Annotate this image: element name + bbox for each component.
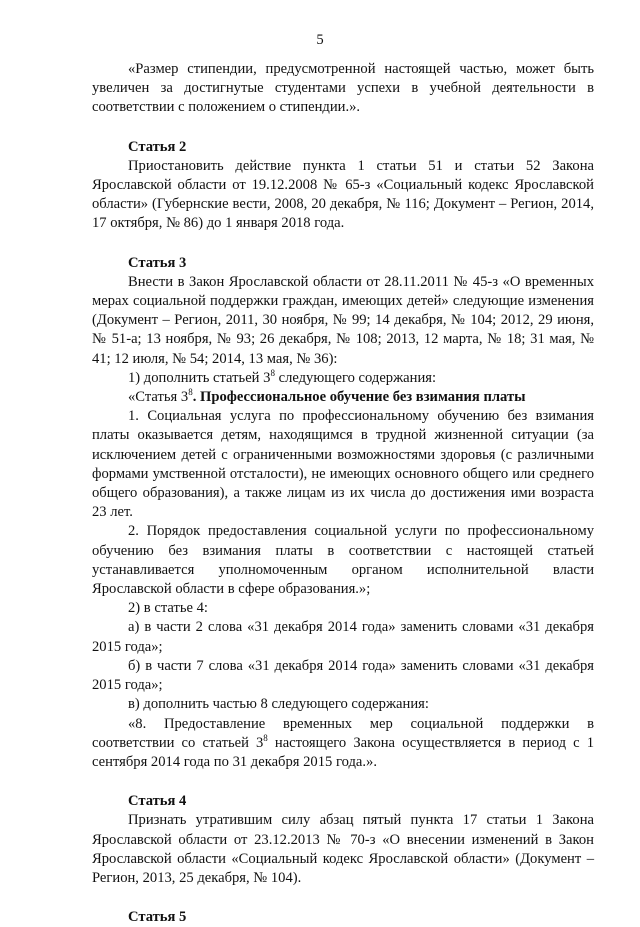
quote-paragraph: «Размер стипендии, предусмотренной настоящей частью, может быть увеличен за достигнутые студентами успехи в учебной деятельности в соответствии с положением о стипендии.».	[92, 61, 594, 116]
new-article-part-1: 1. Социальная услуга по профессиональному обучению без взимания платы оказывается детям, находящимся в трудной жизненной ситуации (за исключением детей с ограниченными возможностями здоровья (с различными формами умственной отсталости), не имеющих основного общего или среднего общего образования), а также лицам из их числа до достижения ими возраста 23 лет.	[92, 408, 594, 521]
article-2-text: Приостановить действие пункта 1 статьи 51 и статьи 52 Закона Ярославской области от 19.12.2008 № 65-з «Социальный кодекс Ярославской области» (Губернские вести, 2008, 20 декабря, № 116; Документ – Регион, 2014, 17 октября, № 86) до 1 января 2018 года.	[92, 157, 594, 232]
document-body	[92, 60, 594, 927]
part-8-text: «8. Предоставление временных мер социальной поддержки в соответствии со статьей $3^8$ настоящего Закона осуществляется в период с 1 сентября 2014 года по 31 декабря 2015 года.».	[92, 715, 594, 770]
article-4-text: Признать утратившим силу абзац пятый пункта 17 статьи 1 Закона Ярославской области от 23.12.2013 № 70-з «О внесении изменений в Закон Ярославской области «Социальный кодекс Ярославской области» (Документ – Регион, 2013, 25 декабря, № 104).	[92, 812, 594, 886]
article-3-item-2a: а) в части 2 слова «31 декабря 2014 года» заменить словами «31 декабря 2015 года»;	[92, 619, 594, 655]
article-3-heading: Статья 3	[128, 254, 187, 271]
new-article-title: «Статья $3^8$. Профессиональное обучение без взимания платы	[128, 387, 526, 406]
article-3-intro: Внести в Закон Ярославской области от 28.11.2011 № 45-з «О временных мерах социальной поддержки граждан, имеющих детей» следующие изменения (Документ – Регион, 2011, 30 ноября, № 99; 14 декабря, № 104; 2012, 29 июня, № 51-а; 13 ноября, № 93; 26 декабря, № 108; 2013, 12 марта, № 18; 31 мая, № 41; 12 июля, № 54; 2014, 13 мая, № 36):	[92, 273, 594, 367]
page-number: 5	[316, 32, 324, 48]
article-2-heading: Статья 2	[128, 138, 187, 155]
new-article-part-2: 2. Порядок предоставления социальной услуги по профессиональному обучению без взимания платы в соответствии с настоящей статьей устанавливается уполномоченным органом исполнительной власти Ярославской области в сфере образования.»;	[92, 523, 594, 598]
article-3-item-2: 2) в статье 4:	[128, 600, 208, 617]
article-3-item-2b: б) в части 7 слова «31 декабря 2014 года» заменить словами «31 декабря 2015 года»;	[92, 657, 594, 694]
article-5-heading: Статья 5	[128, 909, 187, 926]
article-4-heading: Статья 4	[128, 793, 187, 810]
article-3-item-1: 1) дополнить статьей $3^8$ следующего содержания:	[128, 367, 437, 386]
article-3-item-2c: в) дополнить частью 8 следующего содержания:	[128, 696, 429, 713]
